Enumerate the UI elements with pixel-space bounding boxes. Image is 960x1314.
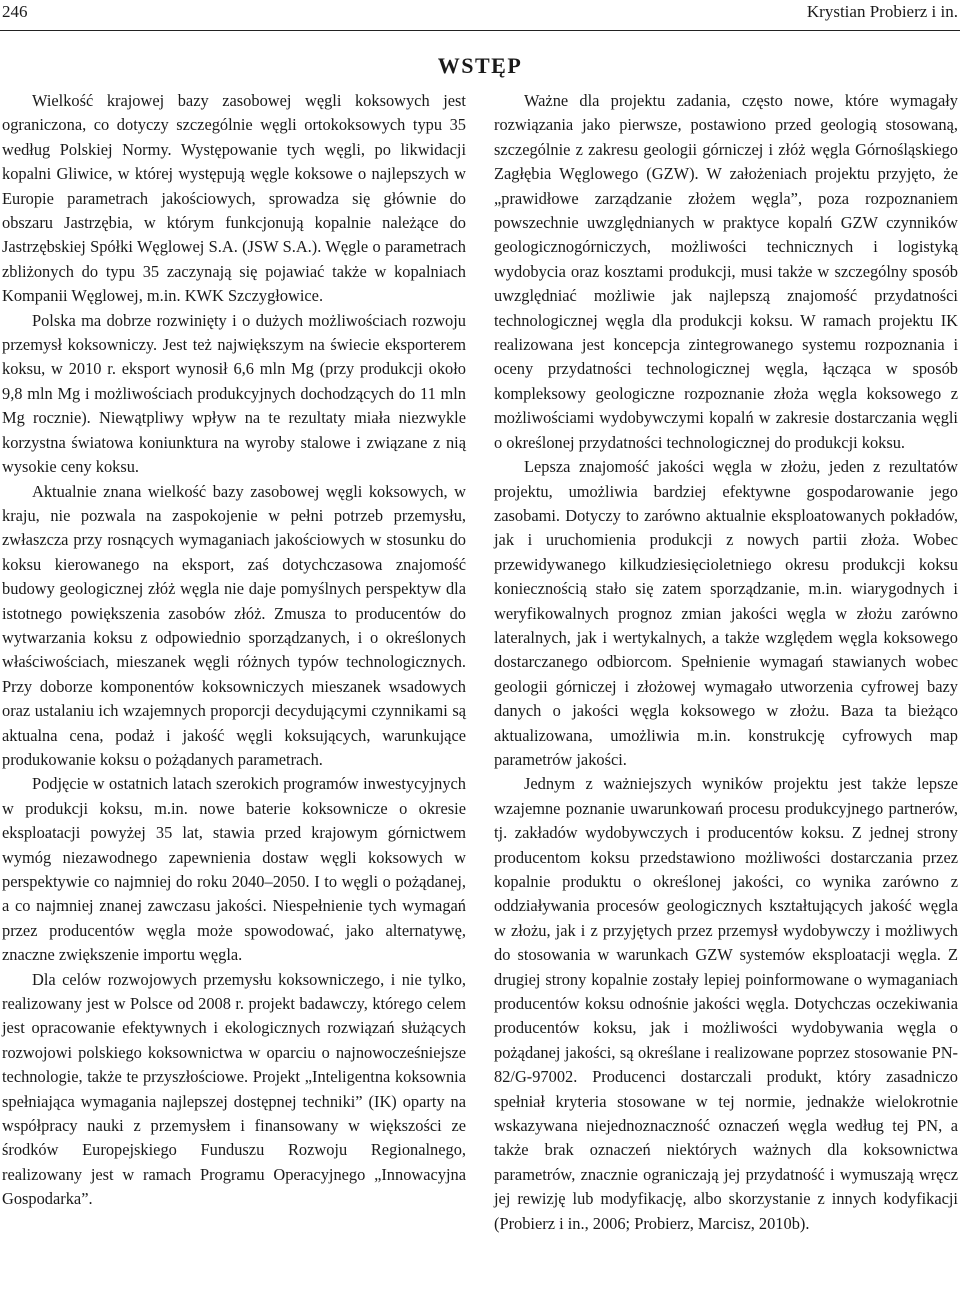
paragraph: Dla celów rozwojowych przemysłu koksowniczego, i nie tylko, realizowany jest w Polsce od 2008 r. projekt badawczy, którego celem jest opracowanie efektywnych i ekologicznych rozwiązań służących rozwojowi polskiego koksownictwa w oparciu o najnowocześniejsze technologie, także te przyszłościowe. Projekt „Inteligentna koksownia spełniająca wymagania najlepszej dostępnej techniki” (IK) oparty na współpracy nauki z przemysłem i finansowany w większości ze środków Europejskiego Funduszu Rozwoju Regionalnego, realizowany jest w ramach Programu Operacyjnego „Innowacyjna Gospodarka”. <box>2 969 466 1209</box>
paragraph: Ważne dla projektu zadania, często nowe, które wymagały rozwiązania jako pierwsze, postawiono przed geologią stosowaną, szczególnie z zakresu geologii górniczej i złóż węgla Górnośląskiego Zagłębia Węglowego (GZW). W założeniach projektu przyjęto, że „prawidłowe zarządzanie złożem węgla”, poza rozpoznaniem powszechnie uwzględnianych w praktyce kopalń GZW czynników geologicznogórniczych, możliwości technicznych i logistyką wydobycia oraz kosztami produkcji, musi także w szczególny sposób uwzględniać możliwie jak najlepszą znajomość przydatności technologicznej węgla dla produkcji koksu. W ramach projektu IK realizowana jest koncepcja zintegrowanego systemu rozpoznania i oceny przydatności technologicznej węgla, łącząca w sposób kompleksowy geologiczne rozpoznanie złoża węgla koksowego z możliwościami wydobywczymi kopalń w zakresie dostarczania węgli o określonej przydatności technologicznej do produkcji koksu. <box>494 91 958 452</box>
right-column <box>494 89 958 1236</box>
paragraph: Wielkość krajowej bazy zasobowej węgli koksowych jest ograniczona, co dotyczy szczególnie węgli ortokoksowych typu 35 według Polskiej Normy. Występowanie tych węgli, po likwidacji kopalni Gliwice, w której występują węgle koksowe o najlepszych w Europie parametrach jakościowych, sprowadza się głównie do obszaru Jastrzębia, w którym funkcjonują kopalnie należące do Jastrzębskiej Spółki Węglowej S.A. (JSW S.A.). Węgle o parametrach zbliżonych do typu 35 zaczynają się pojawiać także w kopalniach Kompanii Węglowej, m.in. KWK Szczygłowice. <box>2 91 466 306</box>
page-number: 246 <box>2 2 28 21</box>
paragraph: Lepsza znajomość jakości węgla w złożu, jeden z rezultatów projektu, umożliwia bardziej efektywne gospodarowanie jego zasobami. Dotyczy to zarówno aktualnie eksploatowanych pokładów, jak i uruchomienia produkcji z nowych partii złoża. Wobec przewidywanego kilkudziesięcioletniego okresu produkcji koksu koniecznością stało się zatem sporządzanie, m.in. wiarygodnych i weryfikowalnych prognoz zmian jakości węgla w złożu zarówno lateralnych, jak i wertykalnych, a także względem węgla koksowego dostarczanego odbiorcom. Spełnienie wymagań stawianych wobec geologii górniczej i złożowej wymagało utworzenia cyfrowej bazy danych o jakości węgla koksowego w złożu. Baza ta bieżąco aktualizowana, umożliwia m.in. konstrukcję cyfrowych map parametrów jakości. <box>494 457 958 769</box>
paragraph: Polska ma dobrze rozwinięty i o dużych możliwościach rozwoju przemysł koksowniczy. Jest też największym na świecie eksporterem koksu, w 2010 r. eksport wynosił 6,6 mln Mg (przy produkcji około 9,8 mln Mg i możliwościach produkcyjnych dochodzących do 11 mln Mg rocznie). Niewątpliwy wpływ na te rezultaty miała niezwykle korzystna światowa koniunktura na wyroby stalowe i związane z nią wysokie ceny koksu. <box>2 310 466 477</box>
paragraph: Aktualnie znana wielkość bazy zasobowej węgli koksowych, w kraju, nie pozwala na zaspokojenie w pełni potrzeb przemysłu, zwłaszcza przy rosnących wymaganiach jakościowych w stosunku do koksu kierowanego na eksport, zaś dotychczasowa znajomość budowy geologicznej złóż węgla nie daje pomyślnych perspektyw dla istotnego powiększenia zasobów złóż. Zmusza to producentów do wytwarzania koksu z odpowiednio sporządzanych, i o określonych właściwościach, mieszanek węgli różnych typów technologicznych. Przy doborze komponentów koksowniczych mieszanek wsadowych oraz ustalaniu ich wzajemnych proporcji decydującymi czynnikami są aktualna cena, podaż i jakość węgli koksujących, warunkujące produkowanie koksu o pożądanych parametrach. <box>2 481 466 769</box>
paragraph: Podjęcie w ostatnich latach szerokich programów inwestycyjnych w produkcji koksu, m.in. nowe baterie koksownicze o okresie eksploatacji powyżej 35 lat, stawia przed krajowym górnictwem wymóg niezawodnego zapewnienia dostaw węgli koksowych w perspektywie co najmniej do roku 2040–2050. I to węgli o pożądanej, a co najmniej znanej zawczasu jakości. Niespełnienie tych wymagań przez producentów węgla może spowodować, jako alternatywę, znaczne zwiększenie importu węgla. <box>2 774 466 965</box>
left-column <box>2 89 466 1212</box>
running-head: Krystian Probierz i in. <box>806 2 958 21</box>
paragraph: Jednym z ważniejszych wyników projektu jest także lepsze wzajemne poznanie uwarunkowań procesu produkcyjnego partnerów, tj. zakładów wydobywczych i producentów koksu. Z jednej strony producentom koksu przedstawiono możliwości dostarczania przez kopalnie produktu o określonej jakości, co wynika zarówno z oddziaływania procesów geologicznych kształtujących jakość węgla w złożu, jak i z przyjętych przez przemysł wydobywczy i możliwych do stosowania w warunkach GZW systemów eksploatacji węgla. Z drugiej strony kopalnie zostały lepiej poinformowane o wymaganiach producentów koksu odnośnie jakości węgla. Dotychczas oczekiwania producentów koksu, jak i możliwości wydobywania węgla o pożądanej jakości, są określane i realizowane poprzez stosowanie PN-82/G-97002. Producenci dostarczali produkt, który zasadniczo spełniał kryteria stosowane w tej normie, jednakże wielokrotnie wskazywana niejednoznaczność oznaczeń węgla według tej PN, a także brak oznaczeń niektórych ważnych dla koksownictwa parametrów, znacznie ograniczają jej przydatność i wymuszają wręcz jej rewizję lub modyfikację, albo skorzystanie z innych kodyfikacji (Probierz i in., 2006; Probierz, Marcisz, 2010b). <box>494 774 958 1233</box>
section-title: WSTĘP <box>437 53 523 78</box>
page-header <box>0 0 960 31</box>
